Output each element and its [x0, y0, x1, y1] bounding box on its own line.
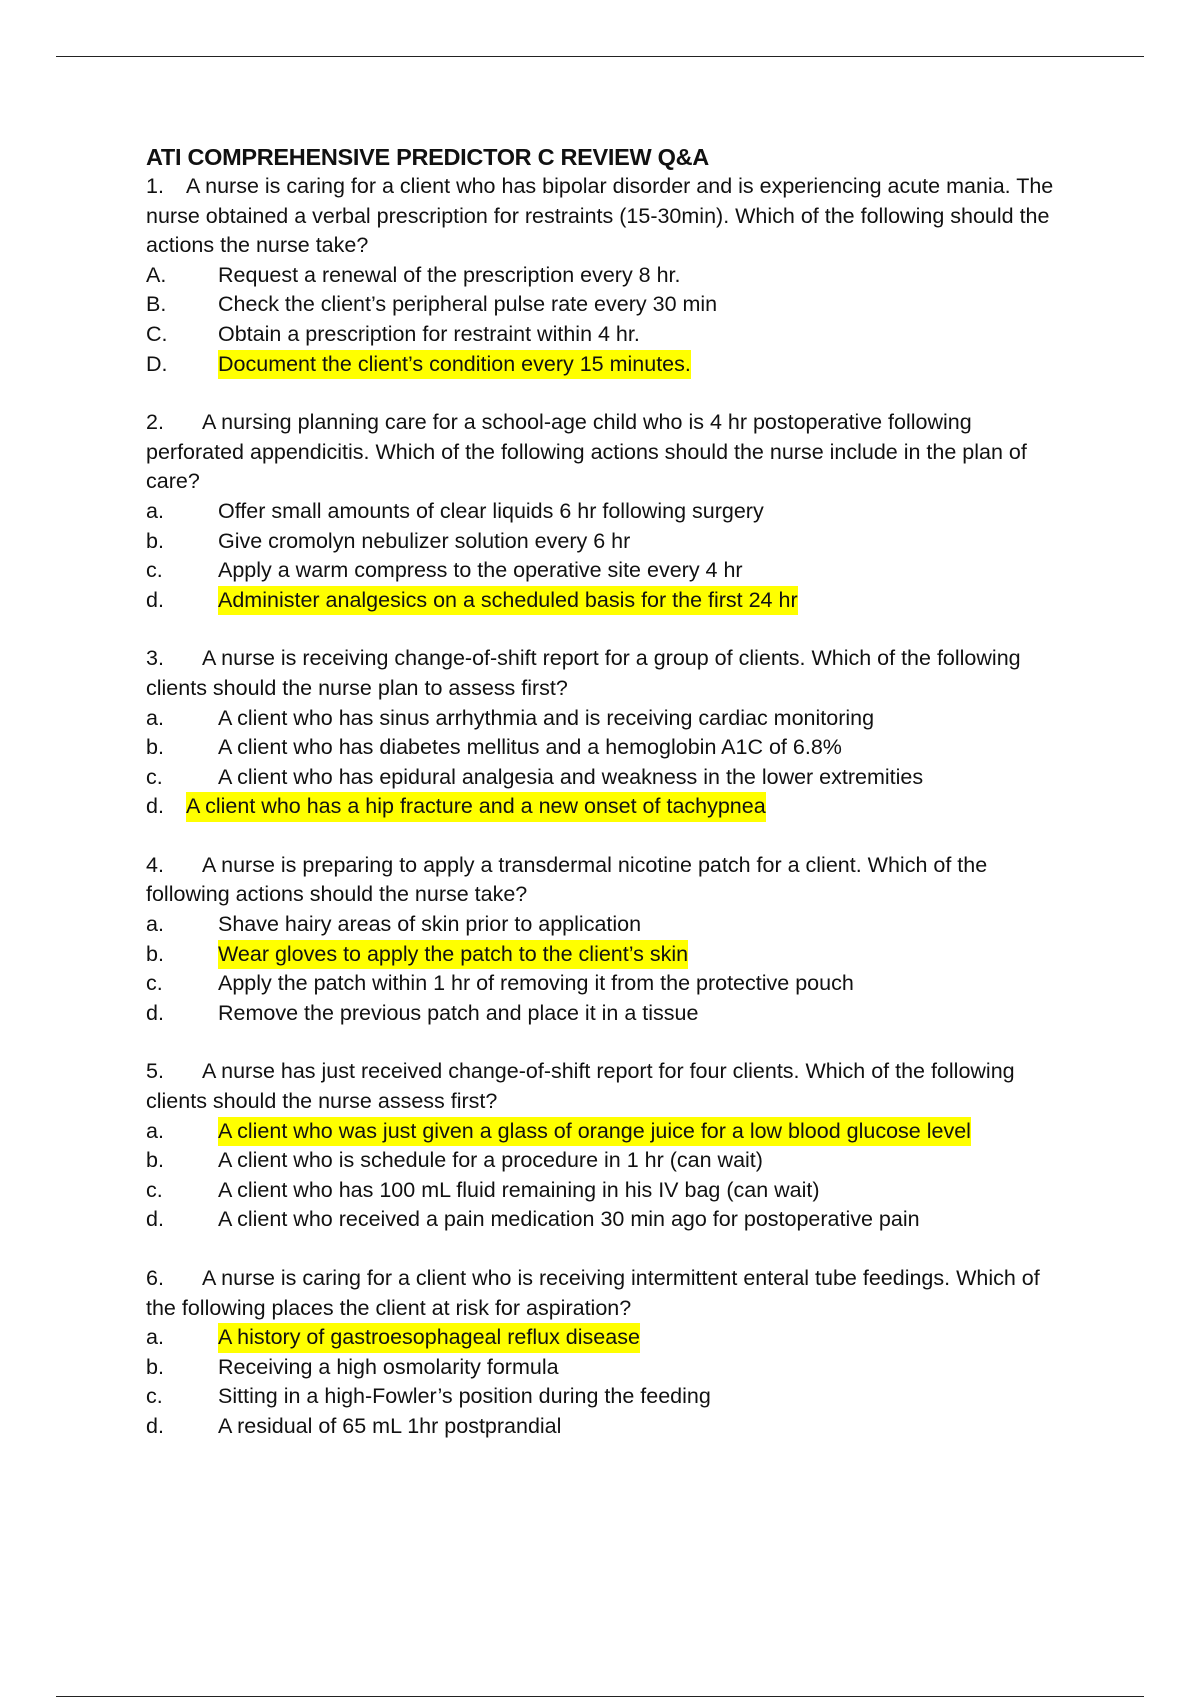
option-text: Remove the previous patch and place it in a tissue — [218, 1000, 699, 1025]
answer-option — [146, 1412, 1066, 1442]
answer-option — [146, 290, 1066, 320]
option-letter: d. — [146, 587, 164, 612]
question-text — [146, 408, 1066, 497]
answer-option-correct — [146, 940, 1066, 970]
option-letter: c. — [146, 764, 163, 789]
option-letter: c. — [146, 1177, 163, 1202]
option-letter: a. — [146, 912, 164, 937]
answer-option-correct — [146, 586, 1066, 616]
question-stem: A nurse has just received change-of-shift report for four clients. Which of the following clients should the nurse assess first? — [146, 1059, 1015, 1114]
option-text: Sitting in a high-Fowler’s position during the feeding — [218, 1384, 711, 1409]
option-text: A client who has sinus arrhythmia and is receiving cardiac monitoring — [218, 705, 875, 730]
answer-option — [146, 999, 1066, 1029]
highlighted-answer: A history of gastroesophageal reflux disease — [218, 1323, 640, 1353]
question-stem: A nurse is preparing to apply a transdermal nicotine patch for a client. Which of the following actions should the nurse take? — [146, 852, 988, 907]
question-text — [146, 1057, 1066, 1116]
option-letter: b. — [146, 528, 164, 553]
option-text: A client who has 100 mL fluid remaining in his IV bag (can wait) — [218, 1177, 820, 1202]
answer-option-correct — [146, 1117, 1066, 1147]
footer-rule — [56, 1696, 1144, 1697]
option-letter: A. — [146, 262, 167, 287]
question-stem: A nurse is receiving change-of-shift report for a group of clients. Which of the following clients should the nurse plan to assess first? — [146, 646, 1021, 700]
option-letter: c. — [146, 1384, 163, 1409]
option-text: Shave hairy areas of skin prior to application — [218, 912, 642, 937]
answer-option — [146, 1205, 1066, 1235]
option-text: Check the client’s peripheral pulse rate every 30 min — [218, 292, 718, 317]
option-letter: d. — [146, 1000, 164, 1025]
question-text — [146, 172, 1066, 261]
answer-option — [146, 763, 1066, 793]
option-letter: b. — [146, 1354, 164, 1379]
question-number: 3. — [146, 646, 164, 671]
question-number: 6. — [146, 1266, 164, 1290]
question-5 — [146, 1057, 1066, 1235]
question-text — [146, 644, 1066, 703]
option-letter: C. — [146, 321, 168, 346]
question-text — [146, 1264, 1066, 1323]
answer-option — [146, 261, 1066, 291]
answer-option — [146, 1146, 1066, 1176]
question-4 — [146, 851, 1066, 1029]
option-text: Request a renewal of the prescription every 8 hr. — [218, 262, 681, 287]
highlighted-answer: Wear gloves to apply the patch to the client’s skin — [218, 940, 688, 970]
document-body — [146, 142, 1066, 1471]
option-text: Apply a warm compress to the operative site every 4 hr — [218, 558, 743, 583]
question-number: 2. — [146, 410, 164, 435]
option-letter: a. — [146, 705, 164, 730]
question-1 — [146, 172, 1066, 379]
option-text: A residual of 65 mL 1hr postprandial — [218, 1413, 562, 1438]
question-number: 5. — [146, 1059, 164, 1084]
option-letter: a. — [146, 1325, 164, 1350]
question-number: 4. — [146, 852, 164, 877]
answer-option — [146, 497, 1066, 527]
option-letter: d. — [146, 1413, 164, 1438]
question-stem: A nursing planning care for a school-age child who is 4 hr postoperative following perforated appendicitis. Which of the following actions should the nurse include in the plan of care? — [146, 410, 1027, 494]
option-text: Give cromolyn nebulizer solution every 6 hr — [218, 528, 631, 553]
question-number: 1. — [146, 174, 164, 198]
option-text: Obtain a prescription for restraint within 4 hr. — [218, 321, 640, 346]
option-letter: a. — [146, 1118, 164, 1143]
question-6 — [146, 1264, 1066, 1442]
option-text: A client who received a pain medication 30 min ago for postoperative pain — [218, 1207, 920, 1232]
question-stem: A nurse is caring for a client who has bipolar disorder and is experiencing acute mania. The nurse obtained a verbal prescription for restraints (15-30min). Which of the following should the actions the nurse take? — [146, 174, 1054, 258]
question-stem: A nurse is caring for a client who is receiving intermittent enteral tube feedings. Which of the following places the client at risk for aspiration? — [146, 1266, 1040, 1320]
highlighted-answer: Administer analgesics on a scheduled basis for the first 24 hr — [218, 586, 798, 616]
answer-option — [146, 527, 1066, 557]
option-letter: a. — [146, 498, 164, 523]
question-text — [146, 851, 1066, 910]
answer-option — [146, 1176, 1066, 1206]
document-title: ATI COMPREHENSIVE PREDICTOR C REVIEW Q&A — [146, 144, 709, 170]
option-text: A client who has epidural analgesia and weakness in the lower extremities — [218, 764, 924, 789]
answer-option — [146, 1382, 1066, 1412]
option-letter: b. — [146, 1148, 164, 1173]
option-letter: c. — [146, 558, 163, 583]
option-letter: d. — [146, 1207, 164, 1232]
answer-option — [146, 556, 1066, 586]
highlighted-answer: A client who has a hip fracture and a new onset of tachypnea — [186, 792, 766, 822]
answer-option — [146, 320, 1066, 350]
option-letter: b. — [146, 941, 164, 966]
answer-option — [146, 733, 1066, 763]
option-letter: D. — [146, 351, 168, 376]
option-text: A client who is schedule for a procedure in 1 hr (can wait) — [218, 1148, 763, 1173]
option-letter: c. — [146, 971, 163, 996]
question-3 — [146, 644, 1066, 822]
highlighted-answer: A client who was just given a glass of orange juice for a low blood glucose level — [218, 1117, 971, 1147]
option-letter: b. — [146, 735, 164, 760]
option-letter: B. — [146, 292, 167, 317]
answer-option — [146, 1353, 1066, 1383]
answer-option — [146, 910, 1066, 940]
question-2 — [146, 408, 1066, 615]
option-text: Receiving a high osmolarity formula — [218, 1354, 559, 1379]
option-text: Apply the patch within 1 hr of removing it from the protective pouch — [218, 971, 854, 996]
header-rule — [56, 56, 1144, 57]
option-text: Offer small amounts of clear liquids 6 hr following surgery — [218, 498, 764, 523]
option-letter: d. — [146, 794, 164, 819]
highlighted-answer: Document the client’s condition every 15 minutes. — [218, 350, 691, 380]
answer-option-correct — [146, 792, 1066, 822]
answer-option-correct — [146, 1323, 1066, 1353]
answer-option — [146, 969, 1066, 999]
answer-option — [146, 704, 1066, 734]
answer-option-correct — [146, 350, 1066, 380]
option-text: A client who has diabetes mellitus and a hemoglobin A1C of 6.8% — [218, 735, 842, 760]
